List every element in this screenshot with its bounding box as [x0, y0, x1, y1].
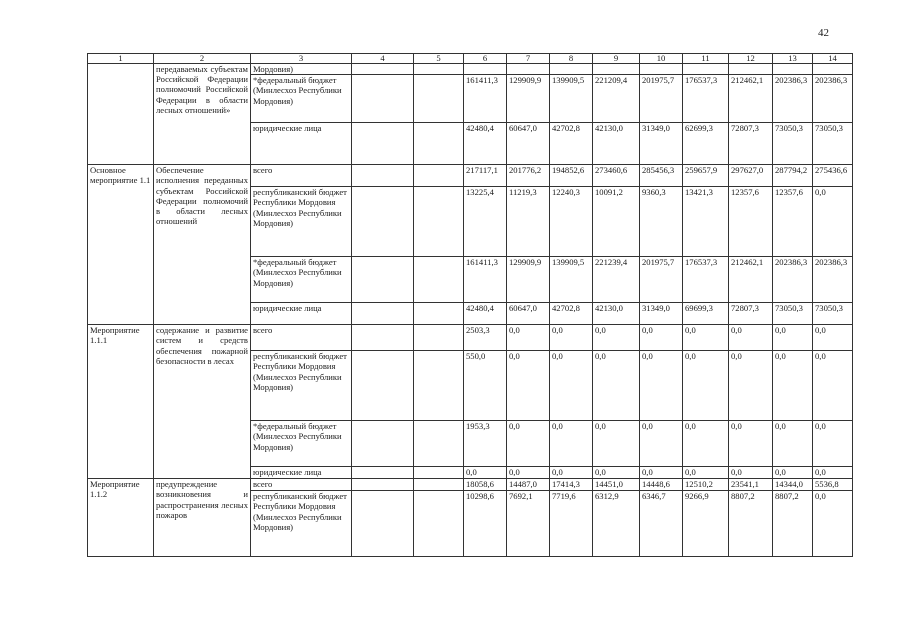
funding-source: всего	[251, 479, 352, 491]
funding-value: 8807,2	[773, 491, 813, 557]
funding-value: 201975,7	[640, 257, 683, 303]
funding-value: 0,0	[773, 467, 813, 479]
funding-value: 0,0	[729, 325, 773, 351]
funding-value: 42480,4	[464, 303, 507, 325]
funding-value: 62699,3	[683, 123, 729, 165]
funding-value: 10091,2	[593, 187, 640, 257]
funding-value: 0,0	[813, 421, 853, 467]
column-number: 8	[550, 54, 593, 64]
funding-value	[464, 64, 507, 75]
funding-source: *федеральный бюджет (Минлесхоз Республики Мордовия)	[251, 421, 352, 467]
funding-value: 202386,3	[773, 257, 813, 303]
funding-value: 0,0	[550, 467, 593, 479]
table-row	[88, 325, 853, 351]
funding-value: 212462,1	[729, 75, 773, 123]
funding-value: 73050,3	[773, 123, 813, 165]
funding-source: республиканский бюджет Республики Мордовия (Минлесхоз Республики Мордовия)	[251, 491, 352, 557]
funding-value: 0,0	[550, 325, 593, 351]
funding-value: 12240,3	[550, 187, 593, 257]
funding-value: 0,0	[507, 325, 550, 351]
empty-cell	[352, 165, 414, 187]
column-number: 7	[507, 54, 550, 64]
funding-value: 13225,4	[464, 187, 507, 257]
funding-value: 194852,6	[550, 165, 593, 187]
funding-value: 0,0	[683, 351, 729, 421]
column-number: 4	[352, 54, 414, 64]
funding-value: 0,0	[813, 351, 853, 421]
column-number: 10	[640, 54, 683, 64]
funding-value: 60647,0	[507, 123, 550, 165]
funding-value	[507, 64, 550, 75]
funding-source: юридические лица	[251, 303, 352, 325]
funding-value: 0,0	[813, 325, 853, 351]
funding-source: юридические лица	[251, 123, 352, 165]
empty-cell	[352, 75, 414, 123]
empty-cell	[352, 467, 414, 479]
funding-value: 7719,6	[550, 491, 593, 557]
funding-value: 42702,8	[550, 123, 593, 165]
funding-source: *федеральный бюджет (Минлесхоз Республики Мордовия)	[251, 75, 352, 123]
page-number: 42	[818, 27, 829, 39]
funding-value: 0,0	[550, 351, 593, 421]
funding-source: всего	[251, 165, 352, 187]
funding-value: 275436,6	[813, 165, 853, 187]
funding-value: 129909,9	[507, 257, 550, 303]
funding-value: 42480,4	[464, 123, 507, 165]
funding-value: 6346,7	[640, 491, 683, 557]
funding-value: 18058,6	[464, 479, 507, 491]
funding-value: 72807,3	[729, 303, 773, 325]
funding-value: 12357,6	[773, 187, 813, 257]
funding-value: 273460,6	[593, 165, 640, 187]
empty-cell	[352, 421, 414, 467]
funding-value: 0,0	[593, 467, 640, 479]
funding-value: 0,0	[640, 421, 683, 467]
empty-cell	[414, 325, 464, 351]
funding-value: 7692,1	[507, 491, 550, 557]
empty-cell	[414, 257, 464, 303]
funding-value: 287794,2	[773, 165, 813, 187]
column-number: 6	[464, 54, 507, 64]
funding-source: республиканский бюджет Республики Мордовия (Минлесхоз Республики Мордовия)	[251, 351, 352, 421]
funding-value: 73050,3	[813, 123, 853, 165]
empty-cell	[352, 479, 414, 491]
column-number: 3	[251, 54, 352, 64]
funding-value: 0,0	[593, 421, 640, 467]
column-number: 12	[729, 54, 773, 64]
table-row	[88, 165, 853, 187]
funding-value: 176537,3	[683, 257, 729, 303]
funding-source: республиканский бюджет Республики Мордовия (Минлесхоз Республики Мордовия)	[251, 187, 352, 257]
funding-value: 0,0	[729, 467, 773, 479]
measure-description: предупреждение возникновения и распространения лесных пожаров	[154, 479, 251, 557]
funding-value: 72807,3	[729, 123, 773, 165]
funding-table	[87, 53, 853, 557]
funding-value: 14344,0	[773, 479, 813, 491]
funding-value: 221209,4	[593, 75, 640, 123]
funding-value: 31349,0	[640, 123, 683, 165]
funding-value: 161411,3	[464, 75, 507, 123]
funding-value: 0,0	[773, 421, 813, 467]
funding-source: юридические лица	[251, 467, 352, 479]
column-number: 5	[414, 54, 464, 64]
funding-value: 0,0	[640, 351, 683, 421]
funding-value: 42702,8	[550, 303, 593, 325]
funding-value: 0,0	[813, 491, 853, 557]
funding-value: 297627,0	[729, 165, 773, 187]
funding-value: 0,0	[813, 187, 853, 257]
funding-value: 14451,0	[593, 479, 640, 491]
funding-value	[683, 64, 729, 75]
funding-value: 201975,7	[640, 75, 683, 123]
empty-cell	[414, 467, 464, 479]
funding-value: 202386,3	[773, 75, 813, 123]
funding-source: всего	[251, 325, 352, 351]
empty-cell	[414, 303, 464, 325]
funding-value: 202386,3	[813, 75, 853, 123]
funding-value: 8807,2	[729, 491, 773, 557]
funding-value: 0,0	[773, 351, 813, 421]
empty-cell	[352, 64, 414, 75]
empty-cell	[414, 491, 464, 557]
funding-value	[640, 64, 683, 75]
funding-value	[550, 64, 593, 75]
funding-value: 73050,3	[813, 303, 853, 325]
funding-value: 0,0	[683, 421, 729, 467]
funding-value: 176537,3	[683, 75, 729, 123]
funding-value: 0,0	[683, 325, 729, 351]
funding-value: 69699,3	[683, 303, 729, 325]
funding-value	[593, 64, 640, 75]
empty-cell	[352, 187, 414, 257]
table-row	[88, 479, 853, 491]
measure-name: Мероприятие 1.1.1	[88, 325, 154, 479]
funding-value: 9360,3	[640, 187, 683, 257]
funding-value: 0,0	[464, 467, 507, 479]
empty-cell	[352, 303, 414, 325]
funding-value: 0,0	[507, 351, 550, 421]
funding-value: 9266,9	[683, 491, 729, 557]
empty-cell	[414, 187, 464, 257]
table-row	[88, 64, 853, 75]
funding-value: 12510,2	[683, 479, 729, 491]
funding-value: 11219,3	[507, 187, 550, 257]
funding-source: *федеральный бюджет (Минлесхоз Республики Мордовия)	[251, 257, 352, 303]
funding-value: 31349,0	[640, 303, 683, 325]
empty-cell	[414, 165, 464, 187]
column-number: 14	[813, 54, 853, 64]
funding-value: 0,0	[507, 421, 550, 467]
empty-cell	[352, 351, 414, 421]
funding-value: 0,0	[593, 351, 640, 421]
funding-value: 14487,0	[507, 479, 550, 491]
funding-value: 201776,2	[507, 165, 550, 187]
funding-value: 14448,6	[640, 479, 683, 491]
header-row	[88, 54, 853, 64]
funding-value: 221239,4	[593, 257, 640, 303]
measure-description: содержание и развитие систем и средств обеспечения пожарной безопасности в лесах	[154, 325, 251, 479]
funding-value	[773, 64, 813, 75]
funding-value: 129909,9	[507, 75, 550, 123]
column-number: 9	[593, 54, 640, 64]
measure-description: передаваемых субъектам Российской Федерации полномочий Российской Федерации в области лесных отношений»	[154, 64, 251, 165]
empty-cell	[414, 123, 464, 165]
funding-value: 0,0	[773, 325, 813, 351]
funding-value: 42130,0	[593, 123, 640, 165]
empty-cell	[352, 257, 414, 303]
column-number: 2	[154, 54, 251, 64]
funding-value: 0,0	[729, 351, 773, 421]
column-number: 13	[773, 54, 813, 64]
funding-value: 2503,3	[464, 325, 507, 351]
funding-value: 17414,3	[550, 479, 593, 491]
funding-value: 0,0	[640, 325, 683, 351]
funding-value: 73050,3	[773, 303, 813, 325]
funding-value: 42130,0	[593, 303, 640, 325]
column-number: 1	[88, 54, 154, 64]
funding-value: 161411,3	[464, 257, 507, 303]
funding-value: 0,0	[507, 467, 550, 479]
funding-value: 60647,0	[507, 303, 550, 325]
empty-cell	[352, 123, 414, 165]
funding-value: 285456,3	[640, 165, 683, 187]
empty-cell	[414, 75, 464, 123]
column-number: 11	[683, 54, 729, 64]
funding-value: 0,0	[683, 467, 729, 479]
funding-value: 13421,3	[683, 187, 729, 257]
measure-name: Мероприятие 1.1.2	[88, 479, 154, 557]
funding-value: 5536,8	[813, 479, 853, 491]
funding-value: 0,0	[729, 421, 773, 467]
funding-value: 0,0	[593, 325, 640, 351]
funding-value: 202386,3	[813, 257, 853, 303]
funding-value: 550,0	[464, 351, 507, 421]
funding-value: 23541,1	[729, 479, 773, 491]
empty-cell	[352, 325, 414, 351]
funding-value: 6312,9	[593, 491, 640, 557]
funding-value: 139909,5	[550, 257, 593, 303]
funding-value	[729, 64, 773, 75]
empty-cell	[414, 351, 464, 421]
funding-value: 0,0	[550, 421, 593, 467]
funding-value: 0,0	[640, 467, 683, 479]
funding-value	[813, 64, 853, 75]
empty-cell	[414, 479, 464, 491]
funding-source: Мордовия)	[251, 64, 352, 75]
measure-description: Обеспечение исполнения переданных субъектам Российской Федерации полномочий в области лесных отношений	[154, 165, 251, 325]
funding-value: 212462,1	[729, 257, 773, 303]
funding-value: 10298,6	[464, 491, 507, 557]
funding-value: 139909,5	[550, 75, 593, 123]
empty-cell	[414, 64, 464, 75]
empty-cell	[414, 421, 464, 467]
funding-value: 259657,9	[683, 165, 729, 187]
funding-value: 12357,6	[729, 187, 773, 257]
funding-value: 1953,3	[464, 421, 507, 467]
funding-value: 217117,1	[464, 165, 507, 187]
measure-name	[88, 64, 154, 165]
measure-name: Основное мероприятие 1.1	[88, 165, 154, 325]
empty-cell	[352, 491, 414, 557]
funding-value: 0,0	[813, 467, 853, 479]
